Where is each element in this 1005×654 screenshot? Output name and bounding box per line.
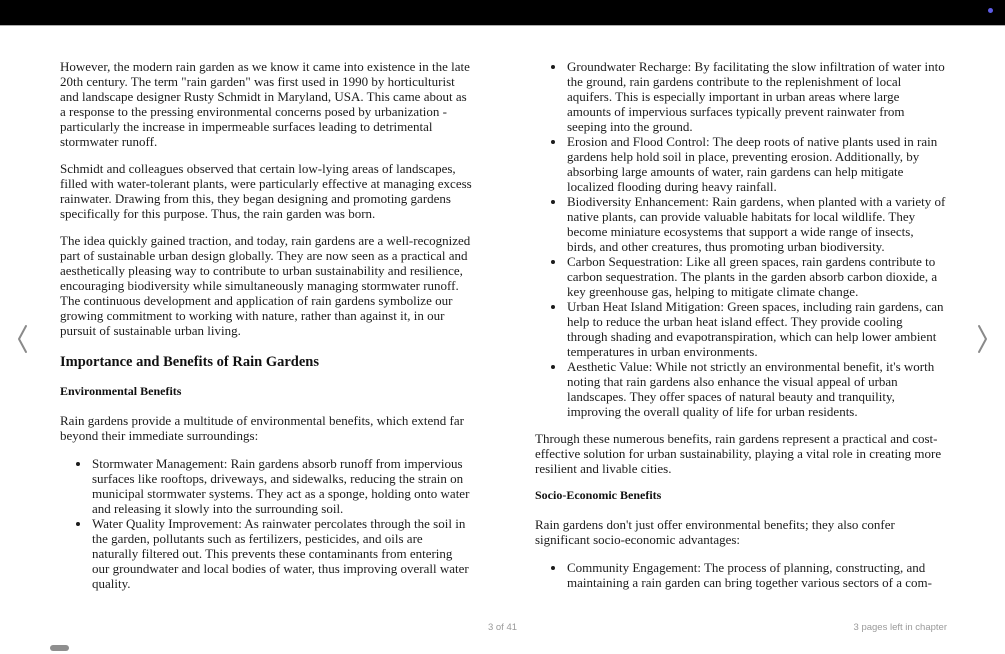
list-intro: Rain gardens don't just offer environmental benefits; they also confer significant socio-economic advantages:: [535, 517, 895, 547]
list-item: • Biodiversity Enhancement: Rain gardens, when planted with a variety of native plants, can provide valuable habitats for local wildlife. They become miniature ecosystems that support a wide range of insects, birds, and other creatures, thus promoting urban biodiversity.: [566, 194, 946, 254]
list-item: • Stormwater Management: Rain gardens absorb runoff from impervious surfaces like rooftops, driveways, and sidewalks, reducing the strain on municipal stormwater systems. They act as a sponge, holding onto water and releasing it slowly into the surrounding soil.: [91, 456, 472, 516]
pages-left-indicator: 3 pages left in chapter: [853, 622, 947, 633]
list-item: • Aesthetic Value: While not strictly an environmental benefit, it's worth noting that rain gardens also enhance the visual appeal of urban landscapes. They offer spaces of natural beauty and tranquility, improving the overall quality of life for urban residents.: [566, 359, 946, 419]
list-item: • Urban Heat Island Mitigation: Green spaces, including rain gardens, can help to reduce the urban heat island effect. They provide cooling through shading and evapotranspiration, which can help lower ambient temperatures in urban environments.: [566, 299, 946, 359]
list-item: • Groundwater Recharge: By facilitating the slow infiltration of water into the ground, rain gardens contribute to the replenishment of local aquifers. This is especially important in urban areas where large amounts of impervious surfaces typically prevent rainwater from seeping into the ground.: [566, 59, 946, 134]
section-heading: Importance and Benefits of Rain Gardens: [60, 354, 319, 370]
environmental-benefits-list: [60, 456, 472, 591]
book-page-spread: [0, 26, 1005, 654]
paragraph: The idea quickly gained traction, and today, rain gardens are a well-recognized part of sustainable urban design globally. They are now seen as a practical and aesthetically pleasing way to contribute to urban sustainability and resilience, encouraging biodiversity while simultaneously managing stormwater runoff. The continuous development and application of rain gardens symbolize our growing commitment to working with nature, rather than against it, in our pursuit of sustainable urban living.: [60, 233, 471, 338]
right-page-column: [535, 59, 946, 602]
list-intro: Rain gardens provide a multitude of environmental benefits, which extend far beyond their immediate surroundings:: [60, 413, 464, 443]
subsection-heading-environmental: Environmental Benefits: [60, 384, 182, 398]
chevron-left-icon: [15, 323, 29, 355]
subsection-heading-socio-economic: Socio-Economic Benefits: [535, 488, 662, 502]
left-page-column: [60, 59, 472, 603]
chevron-right-icon: [976, 323, 990, 355]
bottom-drag-handle[interactable]: [50, 645, 69, 651]
next-page-button[interactable]: [971, 320, 995, 358]
list-item: • Erosion and Flood Control: The deep roots of native plants used in rain gardens help hold soil in place, preventing erosion. Additionally, by absorbing large amounts of water, rain gardens can help mitigate localized flooding during heavy rainfall.: [566, 134, 946, 194]
list-item: • Carbon Sequestration: Like all green spaces, rain gardens contribute to carbon sequestration. The plants in the garden absorb carbon dioxide, a key greenhouse gas, helping to mitigate climate change.: [566, 254, 946, 299]
list-item: • Community Engagement: The process of planning, constructing, and maintaining a rain garden can bring together various sectors of a com-: [566, 560, 946, 590]
paragraph: Through these numerous benefits, rain gardens represent a practical and cost-effective solution for urban sustainability, playing a vital role in creating more resilient and livable cities.: [535, 431, 942, 476]
previous-page-button[interactable]: [10, 320, 34, 358]
status-indicator-dot: [988, 8, 993, 13]
paragraph: Schmidt and colleagues observed that certain low-lying areas of landscapes, filled with water-tolerant plants, were particularly effective at managing excess rainwater. Drawing from this, they began designing and promoting gardens specifically for this purpose. Thus, the rain garden was born.: [60, 161, 472, 221]
environmental-benefits-list-continued: [535, 59, 946, 419]
titlebar: [0, 0, 1005, 26]
list-item: • Water Quality Improvement: As rainwater percolates through the soil in the garden, pollutants such as fertilizers, pesticides, and oils are naturally filtered out. This prevents these contaminants from entering our groundwater and local bodies of water, thus improving overall water quality.: [91, 516, 472, 591]
paragraph: However, the modern rain garden as we know it came into existence in the late 20th century. The term "rain garden" was first used in 1990 by horticulturist and landscape designer Rusty Schmidt in Maryland, USA. This came about as a response to the pressing environmental concerns posed by urbanization - particularly the increase in impermeable surfaces leading to detrimental stormwater runoff.: [60, 59, 470, 149]
socio-economic-benefits-list: [535, 560, 946, 590]
page-position-indicator: 3 of 41: [487, 622, 518, 633]
